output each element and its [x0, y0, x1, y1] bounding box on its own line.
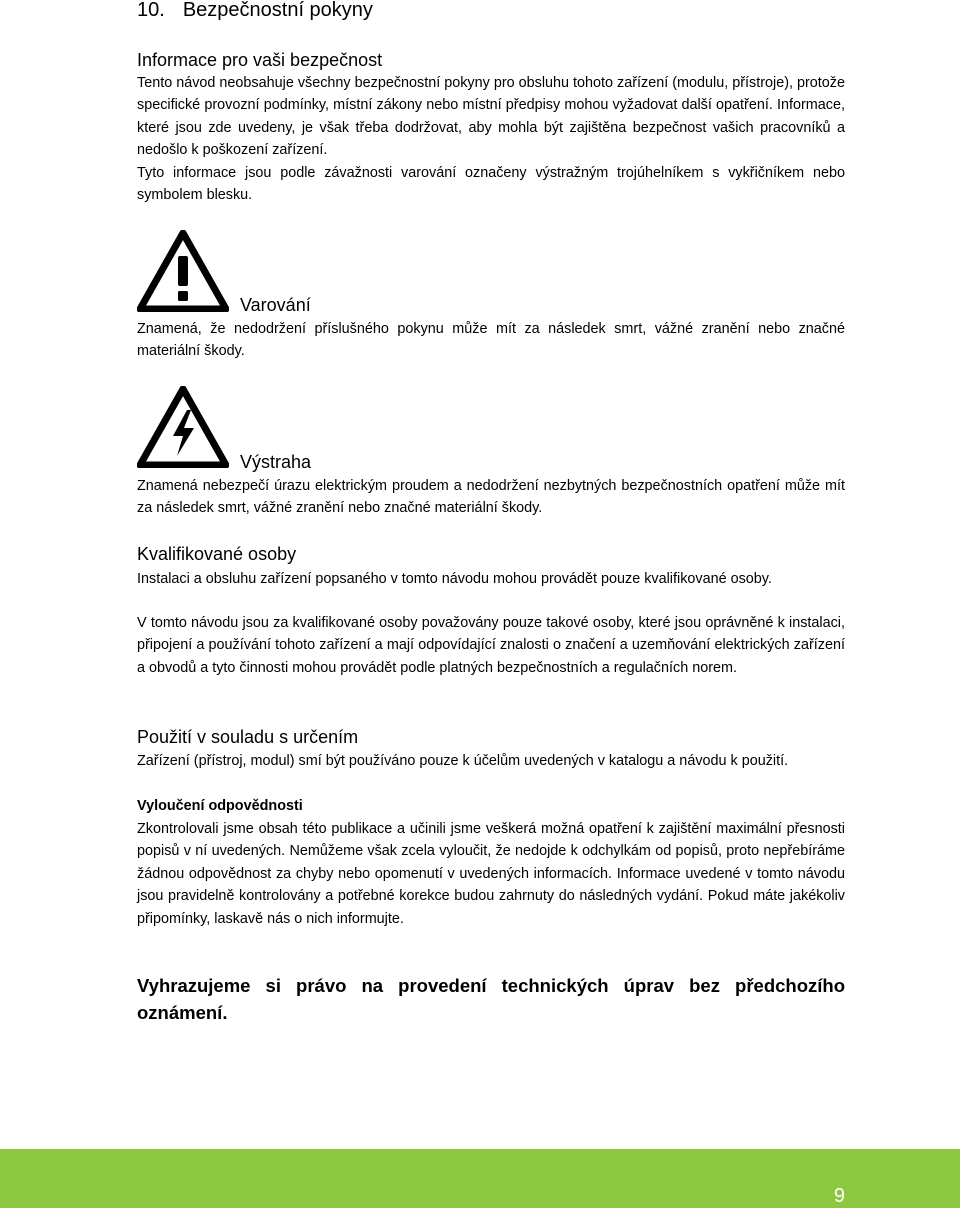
intended-use-paragraph-1: Zařízení (přístroj, modul) smí být používáno pouze k účelům uvedených v katalogu a návodu k použití.: [137, 753, 789, 769]
chapter-number: 10.: [137, 0, 165, 21]
warning-text: Znamená, že nedodržení příslušného pokynu může mít za následek smrt, vážné zranění nebo značné materiální škody.: [137, 321, 845, 360]
danger-icon-wrapper: [137, 386, 229, 468]
warning-triangle-exclamation-icon: [137, 230, 229, 312]
chapter-title-text: Bezpečnostní pokyny: [182, 0, 373, 21]
qualified-heading: Kvalifikované osoby: [137, 544, 297, 564]
warning-icon-wrapper: [137, 230, 229, 312]
warning-label: Varování: [240, 295, 311, 315]
intended-use-heading: Použití v souladu s určením: [137, 727, 359, 747]
disclaimer-paragraph: Zkontrolovali jsme obsah této publikace a učinili jsme veškerá možná opatření k zajištění maximální přesnosti popisů v ní uvedených. Nemůžeme však zcela vyloučit, že nedojde k odchylkám od popisů, proto nepřebíráme žádnou odpovědnost za chyby nebo opomenutí v uvedených informacích. Informace uvedené v tomto návodu jsou pravidelně kontrolovány a potřebné korekce budou zahrnuty do následných vydání. Pokud máte jakékoliv připomínky, laskavě nás o nich informujte.: [137, 821, 845, 927]
footer-bar: [0, 1149, 960, 1208]
qualified-paragraph-2: V tomto návodu jsou za kvalifikované osoby považovány pouze takové osoby, které jsou oprávněné k instalaci, připojení a používání tohoto zařízení a mají odpovídající znalosti o značení a uzemňování elektrických zařízení a obvodů a tyto činnosti mohou provádět podle platných bezpečnostních a regulačních norem.: [137, 615, 845, 676]
danger-text: Znamená nebezpečí úrazu elektrickým proudem a nedodržení nezbytných bezpečnostních opatření může mít za následek smrt, vážné zranění nebo značné materiální škody.: [137, 478, 845, 517]
page-number: 9: [833, 1185, 845, 1207]
chapter-title: [137, 0, 373, 22]
safety-info-heading: Informace pro vaši bezpečnost: [137, 50, 383, 70]
danger-label: Výstraha: [240, 452, 312, 472]
safety-info-paragraph-1: Tento návod neobsahuje všechny bezpečnostní pokyny pro obsluhu tohoto zařízení (modulu, přístroje), protože specifické provozní podmínky, místní zákony nebo místní předpisy mohou vyžadovat další opatření. Informace, které jsou zde uvedeny, je však třeba dodržovat, aby mohla být zajištěna bezpečnost vašich pracovníků a nedošlo k poškození zařízení.: [137, 75, 845, 159]
qualified-paragraph-1: Instalaci a obsluhu zařízení popsaného v tomto návodu mohou provádět pouze kvalifikované osoby.: [137, 571, 772, 587]
technical-changes-notice: Vyhrazujeme si právo na provedení technických úprav bez předchozího oznámení.: [137, 975, 845, 1023]
warning-triangle-lightning-icon: [137, 386, 229, 468]
disclaimer-heading: Vyloučení odpovědnosti: [137, 798, 303, 814]
safety-info-paragraph-2: Tyto informace jsou podle závažnosti varování označeny výstražným trojúhelníkem s vykřičníkem nebo symbolem blesku.: [137, 165, 845, 204]
